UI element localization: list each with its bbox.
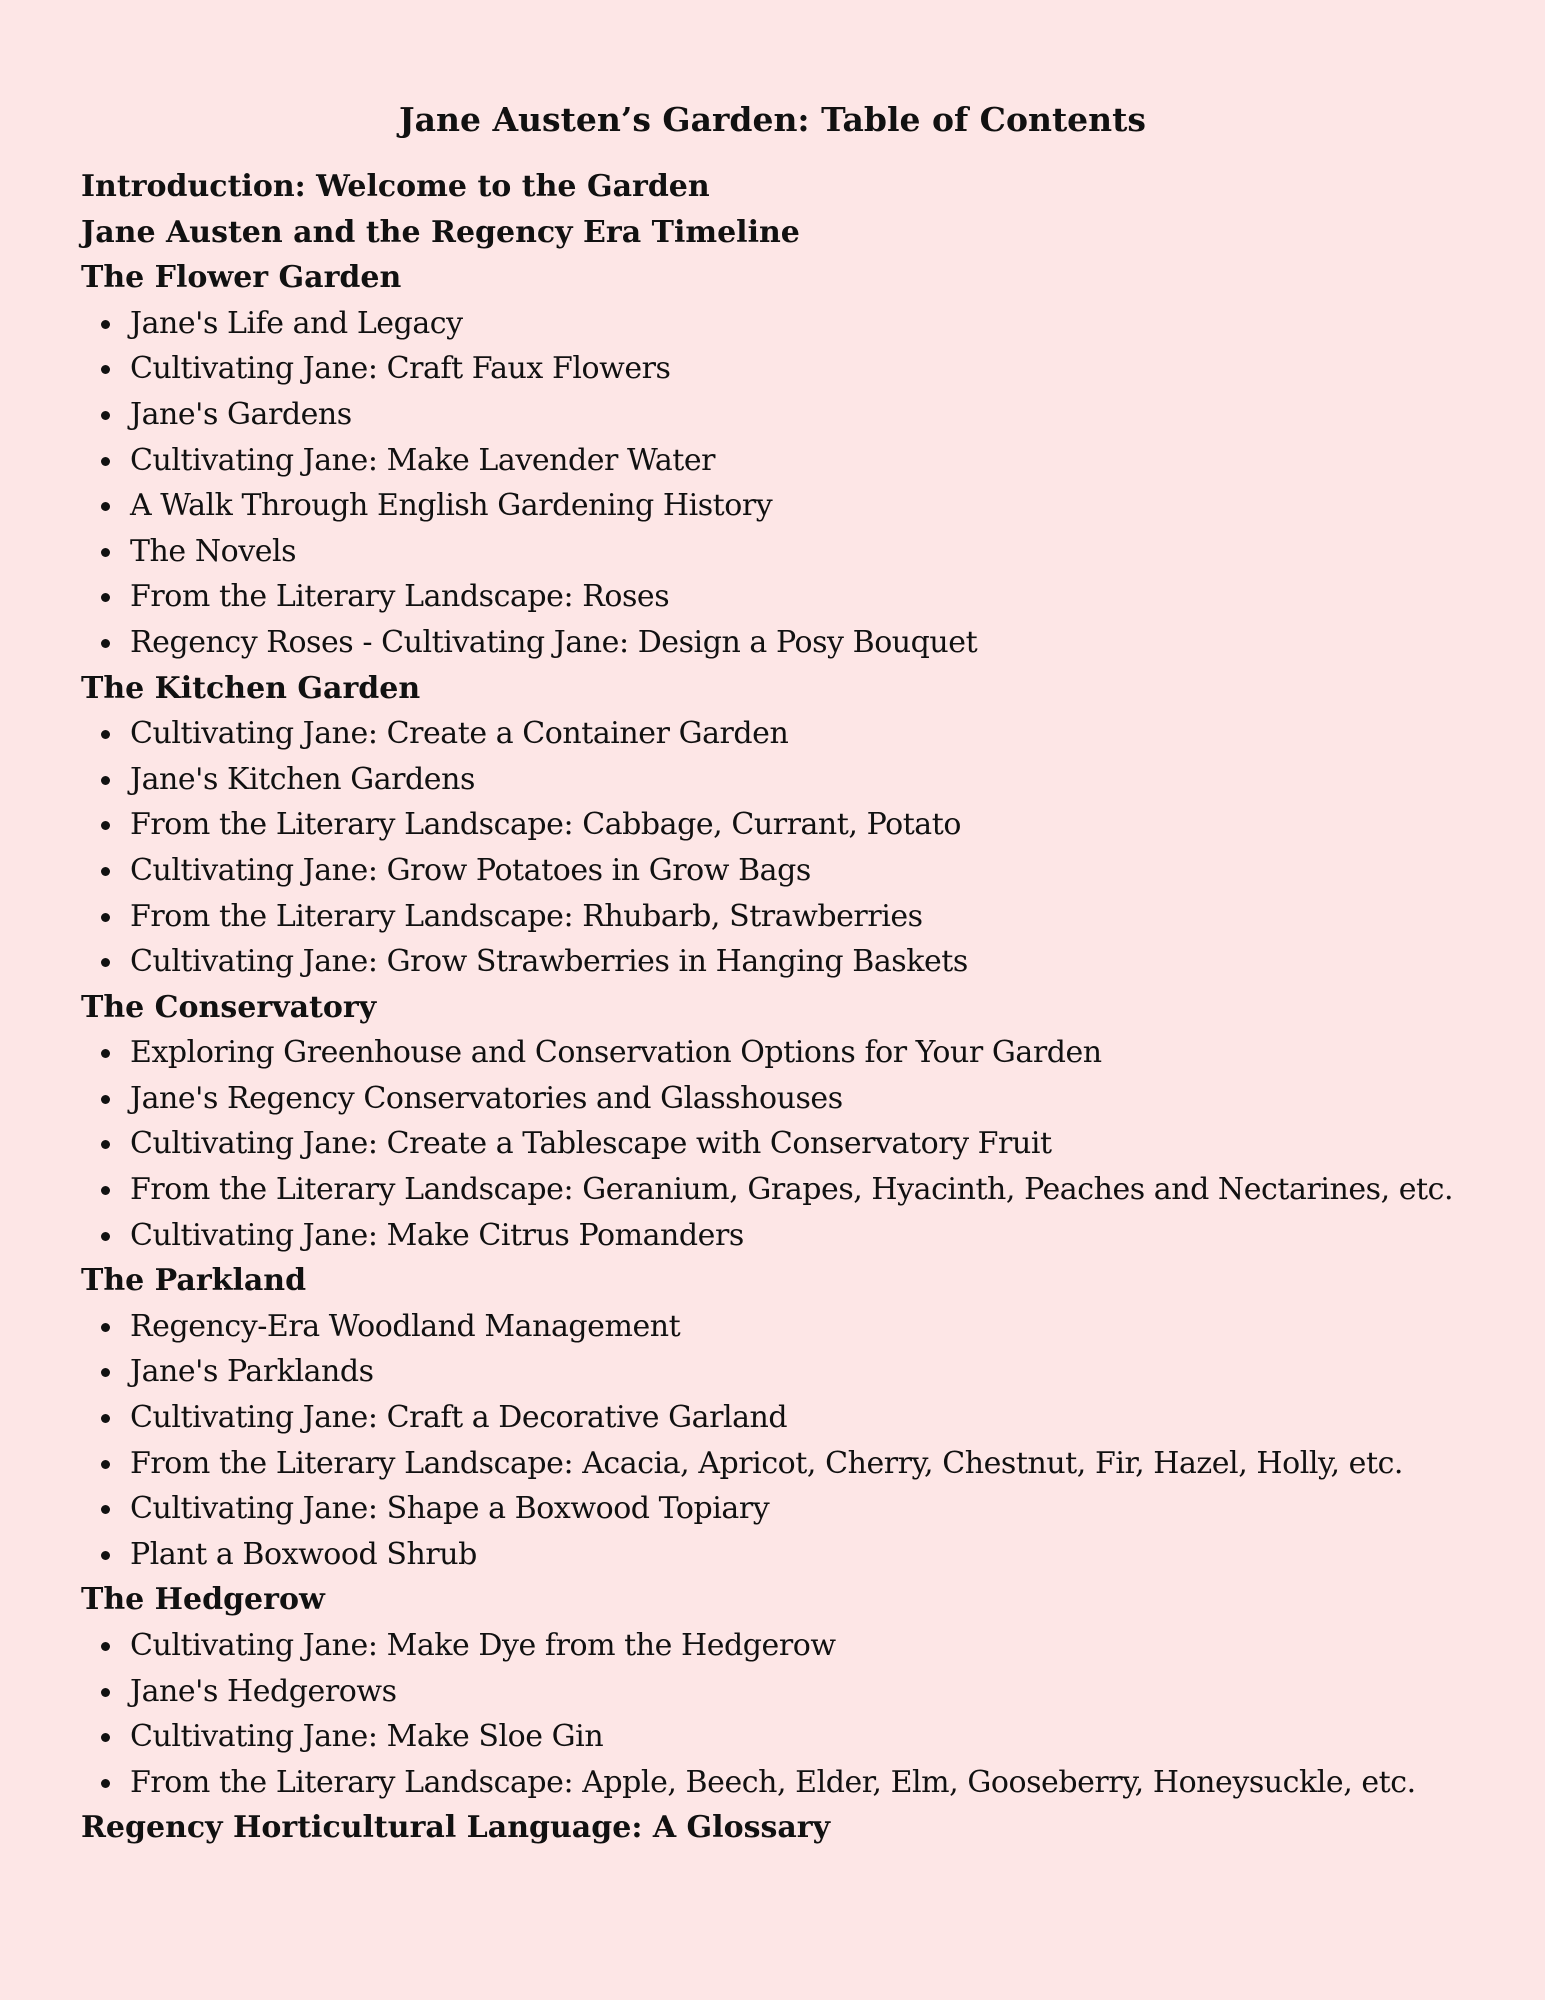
toc-list-item [81,894,1485,940]
bullet-icon [101,1140,110,1149]
toc-item-label: From the Literary Landscape: Cabbage, Currant, Potato [130,807,961,843]
toc-item-label: Cultivating Jane: Make Sloe Gin [130,1719,604,1755]
toc-item-label: Plant a Boxwood Shrub [130,1536,477,1572]
toc-item-label: Cultivating Jane: Make Lavender Water [130,442,716,478]
toc-section [81,164,1485,210]
toc-list-item [81,346,1485,392]
bullet-icon [101,548,110,557]
toc-section [81,210,1485,256]
bullet-icon [101,1551,110,1560]
toc-section [81,1258,1485,1577]
bullet-icon [101,1505,110,1514]
toc-list-item [81,301,1485,347]
toc-item-label: A Walk Through English Gardening History [130,488,773,524]
toc-item-label: Cultivating Jane: Create a Tablescape with Conservatory Fruit [130,1126,1052,1162]
section-item-list [81,1623,1485,1805]
bullet-icon [101,365,110,374]
toc-item-label: Cultivating Jane: Grow Strawberries in Hanging Baskets [130,944,968,980]
toc-item-label: Exploring Greenhouse and Conservation Options for Your Garden [130,1035,1102,1071]
bullet-icon [101,1323,110,1332]
bullet-icon [101,411,110,420]
toc-list-item [81,1669,1485,1715]
toc-list-item [81,1076,1485,1122]
bullet-icon [101,1779,110,1788]
toc-item-label: From the Literary Landscape: Rhubarb, Strawberries [130,898,923,934]
toc-list-item [81,848,1485,894]
section-item-list [81,711,1485,985]
toc-list-item [81,1486,1485,1532]
section-item-list [81,1304,1485,1578]
bullet-icon [101,1368,110,1377]
toc-list-item [81,392,1485,438]
bullet-icon [101,1688,110,1697]
section-heading: The Conservatory [81,989,377,1025]
section-heading: The Flower Garden [81,260,402,296]
toc-list-item [81,529,1485,575]
toc-item-label: Regency-Era Woodland Management [130,1308,681,1344]
toc-list-item [81,1441,1485,1487]
toc-list-item [81,1030,1485,1076]
toc-item-label: From the Literary Landscape: Roses [130,579,670,615]
toc-item-label: Jane's Life and Legacy [130,305,463,341]
toc-item-label: Jane's Gardens [130,396,352,432]
toc-section [81,255,1485,665]
bullet-icon [101,776,110,785]
toc-section [81,985,1485,1259]
toc-list-item [81,1304,1485,1350]
toc-list-item [81,1623,1485,1669]
section-heading: The Kitchen Garden [81,670,421,706]
page-title: Jane Austen’s Garden: Table of Contents [398,100,1146,139]
bullet-icon [101,958,110,967]
bullet-icon [101,1642,110,1651]
toc-list-item [81,1213,1485,1259]
toc-item-label: From the Literary Landscape: Acacia, Apricot, Cherry, Chestnut, Fir, Hazel, Holly, etc. [130,1445,1404,1481]
bullet-icon [101,867,110,876]
bullet-icon [101,502,110,511]
toc-list-item [81,1760,1485,1806]
toc-item-label: Jane's Parklands [130,1354,374,1390]
section-heading: The Hedgerow [81,1582,325,1618]
toc-item-label: Cultivating Jane: Make Citrus Pomanders [130,1217,744,1253]
toc-list-item [81,1714,1485,1760]
bullet-icon [101,913,110,922]
toc-list-item [81,438,1485,484]
toc-list-item [81,802,1485,848]
table-of-contents [81,164,1485,1851]
toc-list-item [81,939,1485,985]
toc-item-label: Cultivating Jane: Make Dye from the Hedgerow [130,1628,836,1663]
bullet-icon [101,1733,110,1742]
toc-item-label: The Novels [130,533,297,569]
toc-list-item [81,574,1485,620]
toc-item-label: Jane's Kitchen Gardens [130,761,475,797]
section-heading: Introduction: Welcome to the Garden [81,169,710,204]
bullet-icon [101,593,110,602]
bullet-icon [101,639,110,648]
bullet-icon [101,821,110,830]
section-item-list [81,301,1485,666]
toc-list-item [81,1167,1485,1213]
section-heading: Jane Austen and the Regency Era Timeline [81,214,800,250]
toc-item-label: Cultivating Jane: Shape a Boxwood Topiary [130,1491,770,1527]
toc-item-label: From the Literary Landscape: Apple, Beech, Elder, Elm, Gooseberry, Honeysuckle, etc. [130,1764,1416,1800]
toc-list-item [81,483,1485,529]
bullet-icon [101,1049,110,1058]
toc-item-label: Regency Roses - Cultivating Jane: Design a Posy Bouquet [130,624,978,660]
toc-item-label: Cultivating Jane: Grow Potatoes in Grow Bags [130,852,811,888]
toc-list-item [81,711,1485,757]
toc-section [81,666,1485,985]
toc-item-label: Jane's Regency Conservatories and Glasshouses [130,1080,843,1116]
bullet-icon [101,1186,110,1195]
toc-item-label: From the Literary Landscape: Geranium, Grapes, Hyacinth, Peaches and Nectarines, etc. [130,1172,1454,1208]
section-heading: The Parkland [81,1263,307,1299]
toc-section [81,1805,1485,1851]
bullet-icon [101,457,110,466]
section-item-list [81,1030,1485,1258]
bullet-icon [101,1414,110,1423]
toc-item-label: Cultivating Jane: Craft Faux Flowers [130,351,671,387]
toc-item-label: Jane's Hedgerows [130,1673,397,1709]
bullet-icon [101,1460,110,1469]
toc-list-item [81,757,1485,803]
bullet-icon [101,1232,110,1241]
toc-list-item [81,1395,1485,1441]
toc-list-item [81,1532,1485,1578]
toc-list-item [81,1349,1485,1395]
bullet-icon [101,730,110,739]
toc-list-item [81,620,1485,666]
bullet-icon [101,1095,110,1104]
toc-item-label: Cultivating Jane: Create a Container Garden [130,716,789,752]
section-heading: Regency Horticultural Language: A Glossary [81,1810,831,1846]
toc-section [81,1577,1485,1805]
toc-item-label: Cultivating Jane: Craft a Decorative Garland [130,1400,788,1436]
bullet-icon [101,320,110,329]
toc-list-item [81,1121,1485,1167]
